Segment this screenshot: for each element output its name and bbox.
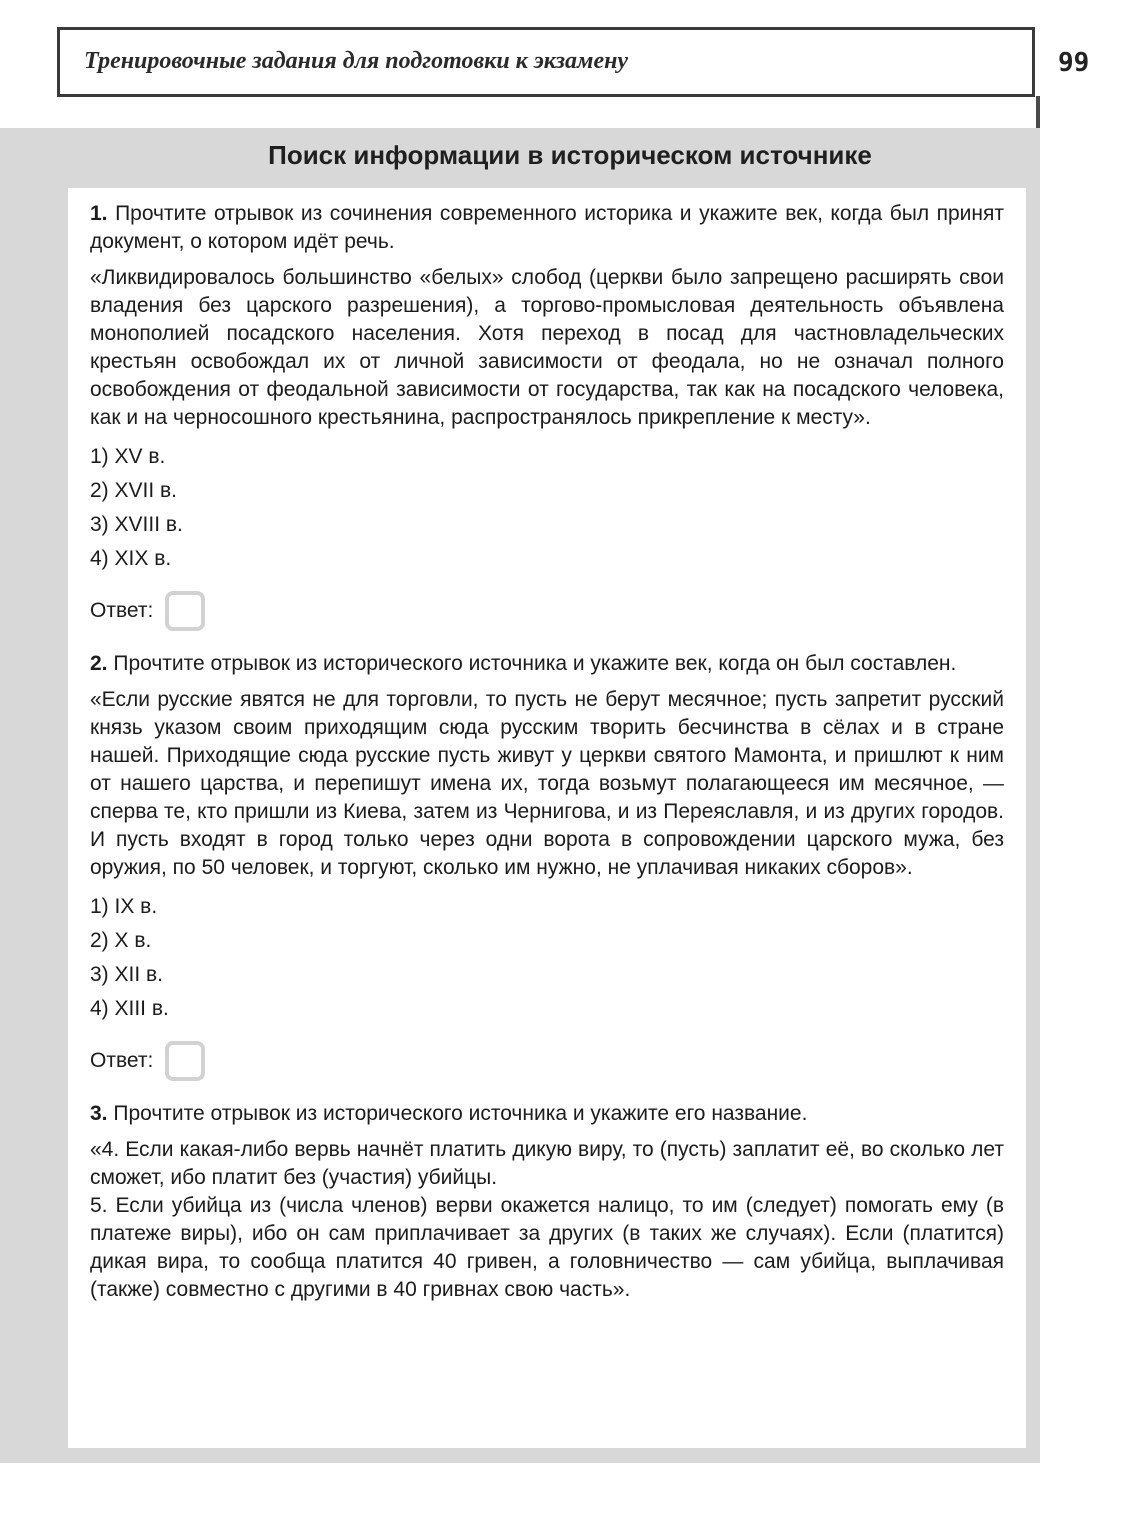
task-1-options bbox=[90, 440, 1004, 576]
task-1-option-3: 3) XVIII в. bbox=[90, 513, 183, 536]
task-2-option-1: 1) IX в. bbox=[90, 895, 158, 918]
task-2-quote: «Если русские явятся не для торговли, то пусть не берут месячное; пусть запретит русский князь указом своим приходящим сюда русским творить бесчинства в сёлах и в стране нашей. Приходящие сюда русские пусть живут у церкви святого Мамонта, и пришлют к ним от нашего царства, и перепишут имена их, тогда возьмут полагающееся им месячное, — сперва те, кто пришли из Киева, затем из Чернигова, и из Переяславля, и из других городов. И пусть входят в город только через одни ворота в сопровождении царского мужа, без оружия, по 50 человек, и торгуют, сколько им нужно, не уплачивая никаких сборов». bbox=[90, 688, 1004, 879]
header-box bbox=[57, 27, 1035, 97]
task-1-option-2: 2) XVII в. bbox=[90, 479, 178, 502]
task-1-quote: «Ликвидировалось большинство «белых» слобод (церкви было запрещено расширять свои владения без царского разрешения), а торгово-промысловая деятельность объявлена монополией посадского населения. Хотя переход в посад для частновладельческих крестьян освобождал их от личной зависимости от феодала, но не означал полного освобождения от феодальной зависимости от государства, так как на посадского человека, как и на черносошного крестьянина, распространялось прикрепление к месту». bbox=[90, 266, 1004, 429]
task-2-option-2: 2) X в. bbox=[90, 929, 152, 952]
header-divider bbox=[1036, 96, 1040, 130]
task-1-option-1: 1) XV в. bbox=[90, 445, 166, 468]
task-3-quote-line-2: 5. Если убийца из (числа членов) верви окажется налицо, то им (следует) помогать ему (в платеже виры), ибо он сам приплачивает за других (в таких же случаях). Если (платится) дикая вира, то сообща платится 40 гривен, а головничество — сам убийца, выплачивая (также) совместно с другими в 40 гривнах свою часть». bbox=[90, 1194, 1004, 1301]
task-3-prompt bbox=[90, 1100, 1004, 1128]
task-1-option-4: 4) XIX в. bbox=[90, 547, 172, 570]
task-2-answer-row bbox=[90, 1036, 1004, 1086]
task-2-prompt bbox=[90, 650, 1004, 678]
task-2-option-4: 4) XIII в. bbox=[90, 997, 169, 1020]
task-1 bbox=[90, 200, 1004, 636]
task-3-number: 3. bbox=[90, 1102, 108, 1125]
task-3-quote-line-1: «4. Если какая-либо вервь начнёт платить дикую виру, то (пусть) заплатит её, во сколько лет сможет, ибо платит без (участия) убийцы. bbox=[90, 1138, 1004, 1189]
task-1-answer-box[interactable] bbox=[165, 591, 205, 631]
page-number: 99 bbox=[1058, 48, 1090, 78]
task-1-prompt-text: Прочтите отрывок из сочинения современного историка и укажите век, когда был принят документ, о котором идёт речь. bbox=[90, 202, 1005, 253]
task-1-answer-row bbox=[90, 586, 1004, 636]
task-3-prompt-text: Прочтите отрывок из исторического источника и укажите его название. bbox=[113, 1102, 808, 1125]
task-2-number: 2. bbox=[90, 652, 108, 675]
tasks-content bbox=[68, 188, 1026, 1448]
task-2-option-3: 3) XII в. bbox=[90, 963, 164, 986]
task-1-number: 1. bbox=[90, 202, 108, 225]
header-title: Тренировочные задания для подготовки к экзамену bbox=[84, 48, 629, 74]
task-1-answer-label: Ответ: bbox=[90, 599, 154, 622]
task-3 bbox=[90, 1100, 1004, 1304]
section-title: Поиск информации в историческом источнике bbox=[268, 140, 872, 170]
task-2-answer-box[interactable] bbox=[165, 1041, 205, 1081]
task-2 bbox=[90, 650, 1004, 1086]
task-2-answer-label: Ответ: bbox=[90, 1049, 154, 1072]
task-1-prompt bbox=[90, 200, 1004, 256]
task-2-prompt-text: Прочтите отрывок из исторического источника и укажите век, когда он был составлен. bbox=[113, 652, 957, 675]
task-2-options bbox=[90, 890, 1004, 1026]
